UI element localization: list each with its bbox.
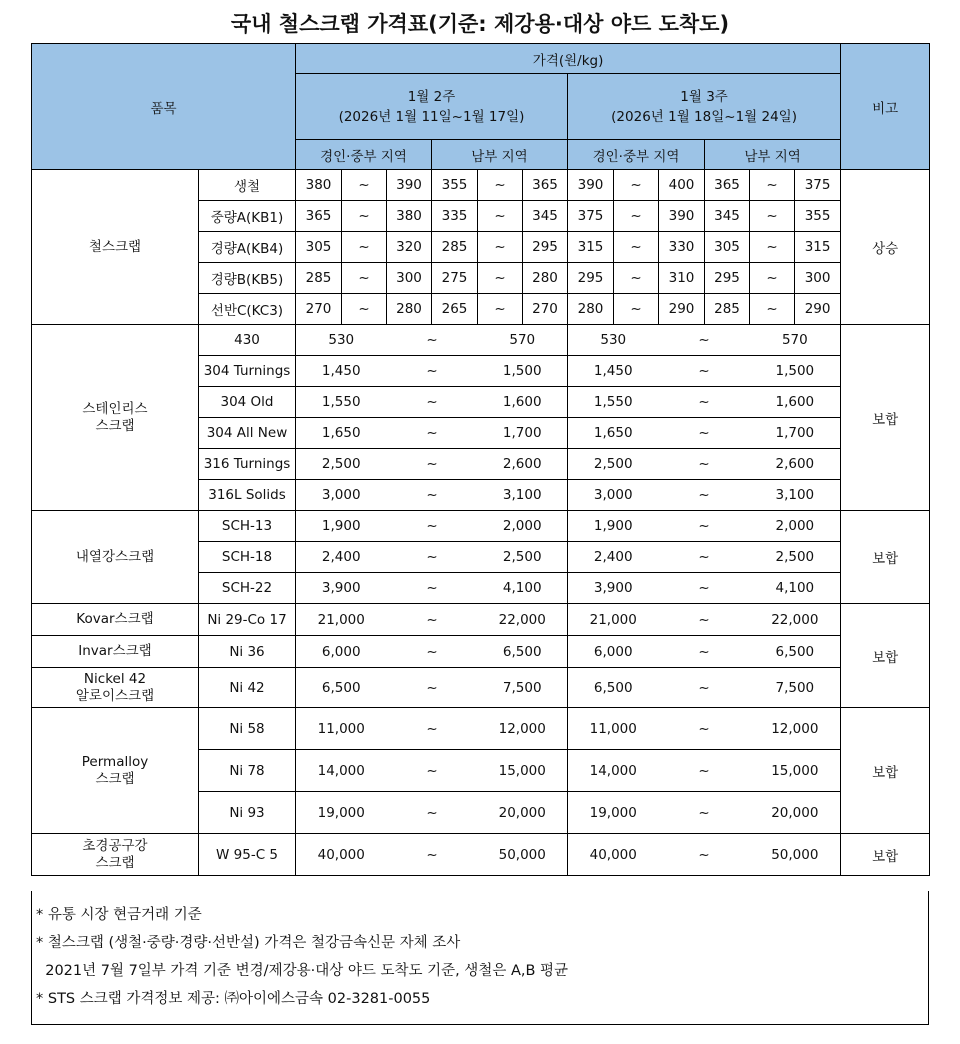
- item-name: 생철: [199, 170, 296, 201]
- price-low: 335: [432, 201, 478, 232]
- tilde: ~: [342, 294, 387, 325]
- price-high: 3,100: [478, 480, 568, 511]
- price-high: 390: [387, 170, 432, 201]
- tilde: ~: [659, 356, 750, 387]
- category-name-line: 초경공구강: [82, 837, 148, 854]
- price-high: 355: [795, 201, 841, 232]
- tilde: ~: [750, 294, 795, 325]
- price-low: 19,000: [296, 792, 387, 834]
- tilde: ~: [614, 201, 659, 232]
- price-high: 315: [795, 232, 841, 263]
- price-high: 380: [387, 201, 432, 232]
- price-low: 2,500: [296, 449, 387, 480]
- price-low: 295: [568, 263, 614, 294]
- tilde: ~: [659, 604, 750, 636]
- price-table: [31, 43, 930, 876]
- category-name-line: 스테인리스: [82, 400, 148, 417]
- tilde: ~: [342, 201, 387, 232]
- tilde: ~: [614, 294, 659, 325]
- price-low: 390: [568, 170, 614, 201]
- remark: 보합: [841, 834, 930, 876]
- price-high: 15,000: [750, 750, 841, 792]
- category-name-line: 알로이스크랩: [75, 687, 155, 704]
- price-low: 355: [432, 170, 478, 201]
- tilde: ~: [750, 201, 795, 232]
- item-name: 304 Turnings: [199, 356, 296, 387]
- price-low: 1,450: [568, 356, 659, 387]
- price-high: 1,500: [750, 356, 841, 387]
- category-name-line: 스크랩: [95, 417, 135, 434]
- item-name: Ni 29-Co 17: [199, 604, 296, 636]
- item-name: Ni 78: [199, 750, 296, 792]
- price-high: 4,100: [478, 573, 568, 604]
- header-week-2-range: (2026년 1월 18일~1월 24일): [611, 108, 797, 125]
- price-high: 1,600: [478, 387, 568, 418]
- price-low: 365: [705, 170, 750, 201]
- price-low: 270: [296, 294, 342, 325]
- price-low: 2,400: [296, 542, 387, 573]
- item-name: Ni 93: [199, 792, 296, 834]
- tilde: ~: [750, 232, 795, 263]
- price-low: 295: [705, 263, 750, 294]
- price-high: 1,700: [478, 418, 568, 449]
- price-table-body: [32, 170, 930, 876]
- tilde: ~: [387, 750, 478, 792]
- price-low: 265: [432, 294, 478, 325]
- item-name: Ni 58: [199, 708, 296, 750]
- table-row: [32, 708, 930, 750]
- price-high: 1,700: [750, 418, 841, 449]
- tilde: ~: [387, 480, 478, 511]
- tilde: ~: [387, 387, 478, 418]
- tilde: ~: [387, 449, 478, 480]
- table-row: [32, 604, 930, 636]
- tilde: ~: [659, 792, 750, 834]
- tilde: ~: [659, 480, 750, 511]
- tilde: ~: [659, 708, 750, 750]
- tilde: ~: [387, 511, 478, 542]
- price-high: 2,000: [478, 511, 568, 542]
- price-low: 285: [432, 232, 478, 263]
- tilde: ~: [387, 325, 478, 356]
- price-high: 295: [523, 232, 568, 263]
- price-high: 12,000: [750, 708, 841, 750]
- tilde: ~: [659, 387, 750, 418]
- category-name: [32, 834, 199, 876]
- price-high: 270: [523, 294, 568, 325]
- table-row: [32, 325, 930, 356]
- category-name-line: 스크랩: [95, 770, 135, 787]
- tilde: ~: [750, 263, 795, 294]
- price-high: 22,000: [750, 604, 841, 636]
- category-name: [32, 170, 199, 325]
- price-high: 4,100: [750, 573, 841, 604]
- price-high: 2,600: [750, 449, 841, 480]
- price-high: 20,000: [478, 792, 568, 834]
- item-name: 경량B(KB5): [199, 263, 296, 294]
- tilde: ~: [659, 325, 750, 356]
- price-high: 375: [795, 170, 841, 201]
- price-low: 1,900: [296, 511, 387, 542]
- price-low: 14,000: [568, 750, 659, 792]
- item-name: 430: [199, 325, 296, 356]
- tilde: ~: [659, 668, 750, 708]
- price-low: 530: [296, 325, 387, 356]
- item-name: 304 Old: [199, 387, 296, 418]
- price-low: 380: [296, 170, 342, 201]
- price-high: 570: [750, 325, 841, 356]
- price-low: 305: [296, 232, 342, 263]
- price-low: 315: [568, 232, 614, 263]
- price-low: 285: [705, 294, 750, 325]
- price-low: 530: [568, 325, 659, 356]
- item-name: 316 Turnings: [199, 449, 296, 480]
- tilde: ~: [387, 834, 478, 876]
- header-week-1-label: 1월 2주: [407, 88, 456, 105]
- header-region: 남부 지역: [705, 140, 841, 170]
- page-title: 국내 철스크랩 가격표(기준: 제강용·대상 야드 도착도): [230, 12, 730, 36]
- price-high: 280: [523, 263, 568, 294]
- notes-box: [31, 891, 929, 1025]
- category-name: [32, 668, 199, 708]
- tilde: ~: [614, 263, 659, 294]
- tilde: ~: [342, 263, 387, 294]
- price-low: 11,000: [568, 708, 659, 750]
- price-low: 6,000: [568, 636, 659, 668]
- tilde: ~: [659, 636, 750, 668]
- price-low: 3,900: [296, 573, 387, 604]
- price-low: 1,450: [296, 356, 387, 387]
- price-high: 7,500: [478, 668, 568, 708]
- tilde: ~: [659, 750, 750, 792]
- price-high: 330: [659, 232, 705, 263]
- tilde: ~: [478, 170, 523, 201]
- price-high: 2,500: [478, 542, 568, 573]
- price-high: 50,000: [750, 834, 841, 876]
- note-line: * 철스크랩 (생철·중량·경량·선반설) 가격은 철강금속신문 자체 조사: [36, 935, 461, 951]
- tilde: ~: [614, 170, 659, 201]
- price-low: 375: [568, 201, 614, 232]
- remark: 보합: [841, 325, 930, 511]
- price-high: 6,500: [478, 636, 568, 668]
- category-name-line: Kovar스크랩: [76, 611, 154, 627]
- price-high: 290: [659, 294, 705, 325]
- price-low: 11,000: [296, 708, 387, 750]
- header-region: 경인·중부 지역: [296, 140, 432, 170]
- tilde: ~: [478, 201, 523, 232]
- price-low: 14,000: [296, 750, 387, 792]
- tilde: ~: [387, 792, 478, 834]
- tilde: ~: [659, 418, 750, 449]
- header-remark: 비고: [841, 44, 930, 170]
- price-high: 300: [795, 263, 841, 294]
- tilde: ~: [387, 708, 478, 750]
- remark: 보합: [841, 604, 930, 708]
- category-name: [32, 325, 199, 511]
- price-high: 320: [387, 232, 432, 263]
- price-high: 50,000: [478, 834, 568, 876]
- header-week-2: [568, 74, 841, 140]
- header-price: 가격(원/kg): [296, 44, 841, 74]
- price-low: 3,000: [568, 480, 659, 511]
- price-low: 21,000: [568, 604, 659, 636]
- item-name: Ni 42: [199, 668, 296, 708]
- tilde: ~: [387, 542, 478, 573]
- price-low: 6,500: [296, 668, 387, 708]
- price-high: 300: [387, 263, 432, 294]
- price-high: 2,500: [750, 542, 841, 573]
- header-week-2-label: 1월 3주: [680, 88, 728, 105]
- price-high: 1,600: [750, 387, 841, 418]
- price-high: 290: [795, 294, 841, 325]
- header-item: 품목: [32, 44, 296, 170]
- price-low: 6,500: [568, 668, 659, 708]
- note-line: * STS 스크랩 가격정보 제공: ㈜아이에스금속 02-3281-0055: [36, 991, 431, 1007]
- item-name: Ni 36: [199, 636, 296, 668]
- table-row: [32, 636, 930, 668]
- price-high: 2,600: [478, 449, 568, 480]
- item-name: 316L Solids: [199, 480, 296, 511]
- header-week-1-range: (2026년 1월 11일~1월 17일): [338, 108, 525, 125]
- tilde: ~: [659, 834, 750, 876]
- price-low: 285: [296, 263, 342, 294]
- price-low: 21,000: [296, 604, 387, 636]
- tilde: ~: [478, 294, 523, 325]
- price-low: 19,000: [568, 792, 659, 834]
- price-low: 275: [432, 263, 478, 294]
- price-high: 280: [387, 294, 432, 325]
- price-high: 570: [478, 325, 568, 356]
- price-high: 310: [659, 263, 705, 294]
- table-row: [32, 834, 930, 876]
- tilde: ~: [387, 418, 478, 449]
- price-high: 6,500: [750, 636, 841, 668]
- table-row: [32, 668, 930, 708]
- price-low: 365: [296, 201, 342, 232]
- tilde: ~: [387, 356, 478, 387]
- category-name: [32, 604, 199, 636]
- table-row: [32, 511, 930, 542]
- table-row: [32, 170, 930, 201]
- tilde: ~: [614, 232, 659, 263]
- tilde: ~: [478, 263, 523, 294]
- price-low: 1,650: [568, 418, 659, 449]
- category-name-line: Permalloy: [81, 753, 149, 770]
- price-low: 2,400: [568, 542, 659, 573]
- price-high: 12,000: [478, 708, 568, 750]
- category-name-line: 내열강스크랩: [75, 548, 155, 565]
- tilde: ~: [659, 542, 750, 573]
- price-low: 1,650: [296, 418, 387, 449]
- price-high: 390: [659, 201, 705, 232]
- remark: 보합: [841, 511, 930, 604]
- price-low: 1,550: [568, 387, 659, 418]
- item-name: 선반C(KC3): [199, 294, 296, 325]
- tilde: ~: [342, 232, 387, 263]
- item-name: SCH-22: [199, 573, 296, 604]
- price-low: 1,550: [296, 387, 387, 418]
- header-week-1: [296, 74, 568, 140]
- tilde: ~: [750, 170, 795, 201]
- price-low: 3,000: [296, 480, 387, 511]
- category-name-line: 스크랩: [95, 854, 135, 871]
- tilde: ~: [659, 449, 750, 480]
- tilde: ~: [659, 511, 750, 542]
- note-line: 2021년 7월 7일부 가격 기준 변경/제강용·대상 야드 도착도 기준, 생철은 A,B 평균: [36, 963, 569, 979]
- price-low: 40,000: [568, 834, 659, 876]
- category-name-line: Nickel 42: [83, 670, 147, 687]
- tilde: ~: [387, 573, 478, 604]
- category-name: [32, 708, 199, 834]
- item-name: SCH-13: [199, 511, 296, 542]
- price-high: 7,500: [750, 668, 841, 708]
- price-high: 365: [523, 170, 568, 201]
- price-high: 20,000: [750, 792, 841, 834]
- tilde: ~: [342, 170, 387, 201]
- category-name-line: 철스크랩: [88, 238, 142, 255]
- item-name: W 95-C 5: [199, 834, 296, 876]
- price-low: 6,000: [296, 636, 387, 668]
- tilde: ~: [387, 604, 478, 636]
- price-high: 345: [523, 201, 568, 232]
- item-name: SCH-18: [199, 542, 296, 573]
- tilde: ~: [387, 636, 478, 668]
- price-low: 2,500: [568, 449, 659, 480]
- remark: 보합: [841, 708, 930, 834]
- price-high: 2,000: [750, 511, 841, 542]
- tilde: ~: [478, 232, 523, 263]
- item-name: 경량A(KB4): [199, 232, 296, 263]
- price-low: 345: [705, 201, 750, 232]
- price-low: 1,900: [568, 511, 659, 542]
- category-name-line: Invar스크랩: [78, 643, 152, 659]
- price-low: 40,000: [296, 834, 387, 876]
- price-high: 22,000: [478, 604, 568, 636]
- price-high: 3,100: [750, 480, 841, 511]
- item-name: 304 All New: [199, 418, 296, 449]
- price-low: 305: [705, 232, 750, 263]
- price-high: 400: [659, 170, 705, 201]
- category-name: [32, 511, 199, 604]
- price-high: 1,500: [478, 356, 568, 387]
- remark: 상승: [841, 170, 930, 325]
- tilde: ~: [387, 668, 478, 708]
- item-name: 중량A(KB1): [199, 201, 296, 232]
- price-low: 280: [568, 294, 614, 325]
- price-high: 15,000: [478, 750, 568, 792]
- header-region: 남부 지역: [432, 140, 568, 170]
- price-low: 3,900: [568, 573, 659, 604]
- header-region: 경인·중부 지역: [568, 140, 705, 170]
- tilde: ~: [659, 573, 750, 604]
- note-line: * 유통 시장 현금거래 기준: [36, 907, 202, 923]
- category-name: [32, 636, 199, 668]
